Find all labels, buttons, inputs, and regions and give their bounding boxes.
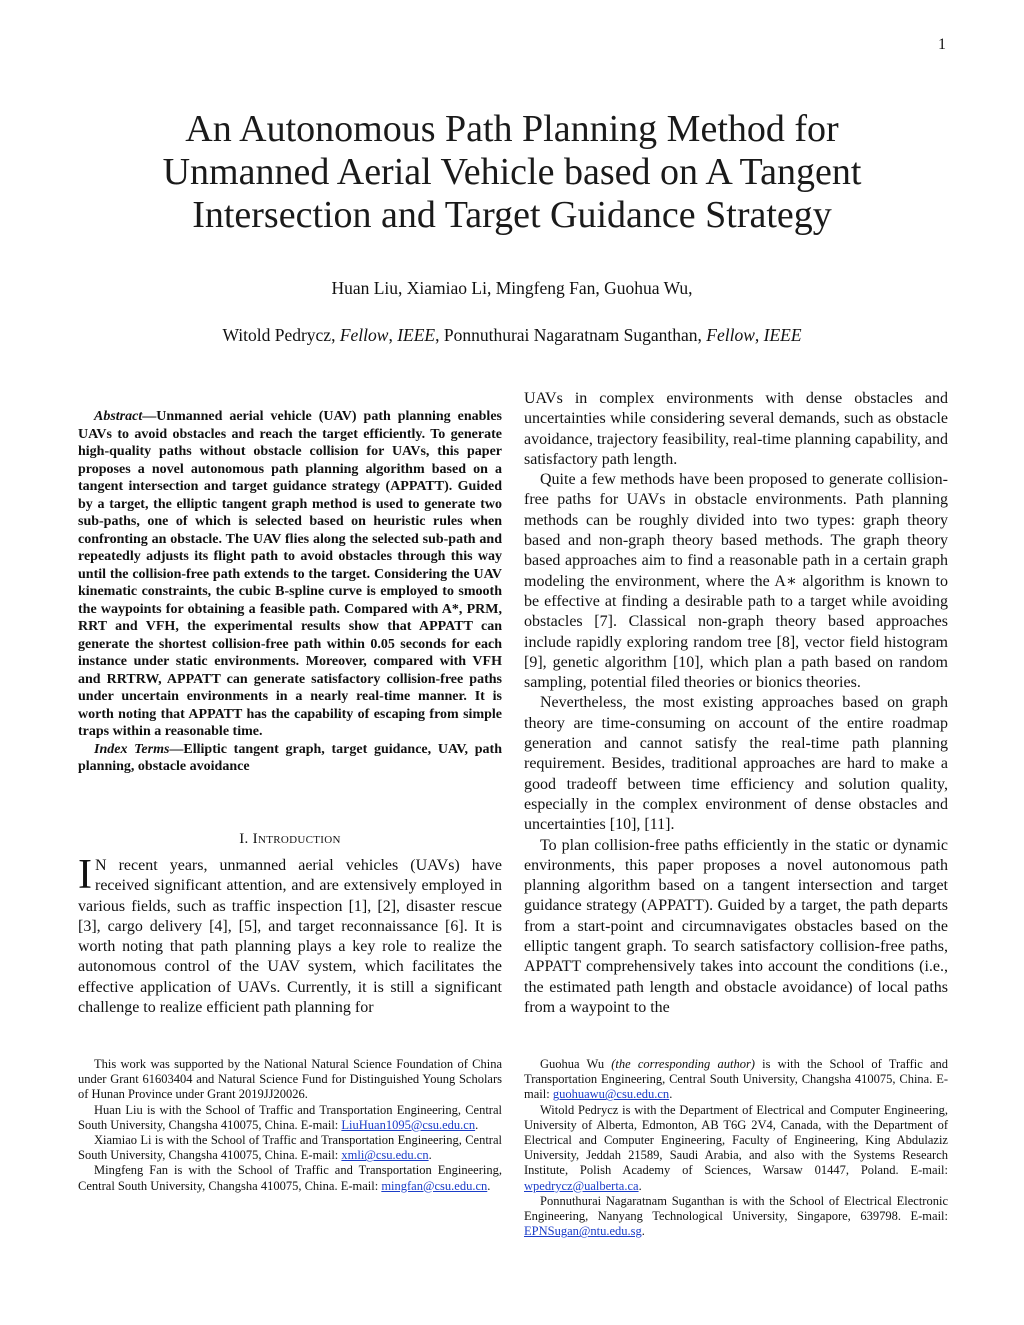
funding-note: This work was supported by the National Natural Science Foundation of China under Grant 61603404 and Natural Science Fund for Distinguished Young Scholars of Hunan Province under Grant 2019JJ20026. bbox=[78, 1057, 502, 1102]
index-terms-label: Index Terms bbox=[94, 741, 170, 757]
body-paragraph: To plan collision-free paths efficiently in the static or dynamic environments, this paper proposes a novel autonomous path planning algorithm based on a tangent intersection and target guidance strategy (APPATT). Guided by a target, the path departs from a start-point and circumnavigates obstacles based on the elliptic tangent graph. To search satisfactory collision-free paths, APPATT comprehensively takes into account the conditions (i.e., the estimated path length and obstacle avoidance) of local paths from a waypoint to the bbox=[524, 836, 948, 1016]
left-footnotes bbox=[78, 1057, 502, 1194]
affiliation-note: Ponnuthurai Nagaratnam Suganthan is with the School of Electrical Electronic Engineering, Nanyang Technological University, Singapore, 639798. E-mail: EPNSugan@ntu.edu.sg. bbox=[524, 1193, 948, 1239]
index-terms bbox=[78, 741, 502, 776]
author-list-2: Witold Pedrycz, Fellow, IEEE, Ponnuthurai Nagaratnam Suganthan, Fellow, IEEE bbox=[222, 325, 802, 345]
affiliation-note: Mingfeng Fan is with the School of Traffic and Transportation Engineering, Central South University, Changsha 410075, China. E-mail: mingfan@csu.edu.cn. bbox=[78, 1163, 502, 1193]
index-terms-text: —Elliptic tangent graph, target guidance, UAV, path planning, obstacle avoidance bbox=[78, 741, 502, 774]
abstract-text: —Unmanned aerial vehicle (UAV) path planning enables UAVs to avoid obstacles and reach the target efficiently. To generate high-quality paths without obstacle collision for UAVs, this paper proposes a novel autonomous path planning algorithm based on a tangent intersection and target guidance strategy (APPATT). Guided by a target, the elliptic tangent graph method is used to generate two sub-paths, one of which is selected based on heuristic rules when confronting an obstacle. The UAV flies along the selected sub-path and repeatedly adjusts its flight path to avoid obstacles through this way until the collision-free path extends to the target. Considering the UAV kinematic constraints, the cubic B-spline curve is employed to smooth the waypoints for obtaining a feasible path. Compared with A*, PRM, RRT and VFH, the experimental results show that APPATT can generate the shortest collision-free path within 0.05 seconds for each instance under static environments. Moreover, compared with VFH and RRTRW, APPATT can generate satisfactory collision-free paths under uncertain environments in a nearly real-time manner. It is worth noting that APPATT has the capability of escaping from simple traps within a reasonable time. bbox=[78, 409, 502, 739]
affiliation-note: Xiamiao Li is with the School of Traffic and Transportation Engineering, Central South University, Changsha 410075, China. E-mail: xmli@csu.edu.cn. bbox=[78, 1133, 502, 1163]
paper-title bbox=[0, 108, 1024, 237]
body-paragraph: Quite a few methods have been proposed to generate collision-free paths for UAVs in obstacle environments. Path planning methods can be roughly divided into two types: graph theory based and non-graph theory based methods. The graph theory based approaches aim to find a reasonable path in a certain graph modeling the environment, where the A∗ algorithm is known to be effective at finding a desirable path to a target while avoiding obstacles [7]. Classical non-graph theory based approaches include rapidly exploring random tree [8], vector field histogram [9], genetic algorithm [10], which plan a path based on random sampling, potential filed theories or bionics theories. bbox=[524, 471, 948, 692]
abstract bbox=[78, 408, 502, 776]
affiliation-note: Witold Pedrycz is with the Department of Electrical and Computer Engineering, University of Alberta, Edmonton, AB T6G 2V4, Canada, with the Department of Electrical and Computer Engineering, Faculty of Engineering, King Abdulaziz University, Jeddah 21589, Saudi Arabia, and also with the Systems Research Institute, Polish Academy of Sciences, Warsaw 01447, Poland. E-mail: wpedrycz@ualberta.ca. bbox=[524, 1102, 948, 1193]
body-paragraph: Nevertheless, the most existing approaches based on graph theory are time-consuming on account of the entire roadmap generation and cannot satisfy the real-time path planning requirement. Besides, traditional approaches are hard to make a good tradeoff between time efficiency and solution quality, especially in the complex environment of dense obstacles and uncertainties [10], [11]. bbox=[524, 694, 948, 834]
title-line: An Autonomous Path Planning Method for bbox=[185, 108, 839, 150]
title-line: Intersection and Target Guidance Strategy bbox=[192, 194, 832, 236]
title-line: Unmanned Aerial Vehicle based on A Tangent bbox=[162, 151, 862, 193]
affiliation-note: Guohua Wu (the corresponding author) is with the School of Traffic and Transportation Engineering, Central South University, Changsha 410075, China. E-mail: guohuawu@csu.edu.cn. bbox=[524, 1057, 948, 1102]
drop-cap: I bbox=[78, 852, 92, 898]
right-column-text bbox=[524, 389, 948, 1018]
intro-paragraph: N recent years, unmanned aerial vehicles (UAVs) have received significant attention, and are extensively employed in various fields, such as traffic inspection [1], [2], disaster rescue [3], cargo delivery [4], [5], and target reconnaissance [6]. It is worth noting that path planning plays a key role to realize the autonomous control of the UAV system, which facilitates the effective application of UAVs. Currently, it is still a significant challenge to realize efficient path planning for bbox=[78, 857, 502, 1017]
email-link[interactable]: xmli@csu.edu.cn bbox=[341, 1148, 429, 1163]
abstract-label: Abstract bbox=[94, 409, 143, 424]
email-link[interactable]: mingfan@csu.edu.cn bbox=[381, 1178, 488, 1193]
email-link[interactable]: LiuHuan1095@csu.edu.cn bbox=[341, 1117, 476, 1132]
abstract-paragraph bbox=[78, 408, 502, 741]
author-list: Huan Liu, Xiamiao Li, Mingfeng Fan, Guohua Wu, bbox=[331, 278, 693, 298]
section-heading: I. Introduction bbox=[239, 831, 341, 847]
page-number: 1 bbox=[938, 36, 946, 53]
email-link[interactable]: guohuawu@csu.edu.cn bbox=[552, 1087, 670, 1102]
right-footnotes bbox=[524, 1057, 948, 1239]
email-link[interactable]: wpedrycz@ualberta.ca bbox=[524, 1178, 639, 1193]
introduction-text bbox=[78, 852, 502, 1018]
body-paragraph: UAVs in complex environments with dense obstacles and uncertainties while considering several demands, such as obstacle avoidance, trajectory feasibility, real-time planning capability, and satisfactory path length. bbox=[524, 390, 948, 468]
email-link[interactable]: EPNSugan@ntu.edu.sg bbox=[524, 1224, 642, 1239]
affiliation-note: Huan Liu is with the School of Traffic and Transportation Engineering, Central South University, Changsha 410075, China. E-mail: LiuHuan1095@csu.edu.cn. bbox=[78, 1102, 502, 1132]
